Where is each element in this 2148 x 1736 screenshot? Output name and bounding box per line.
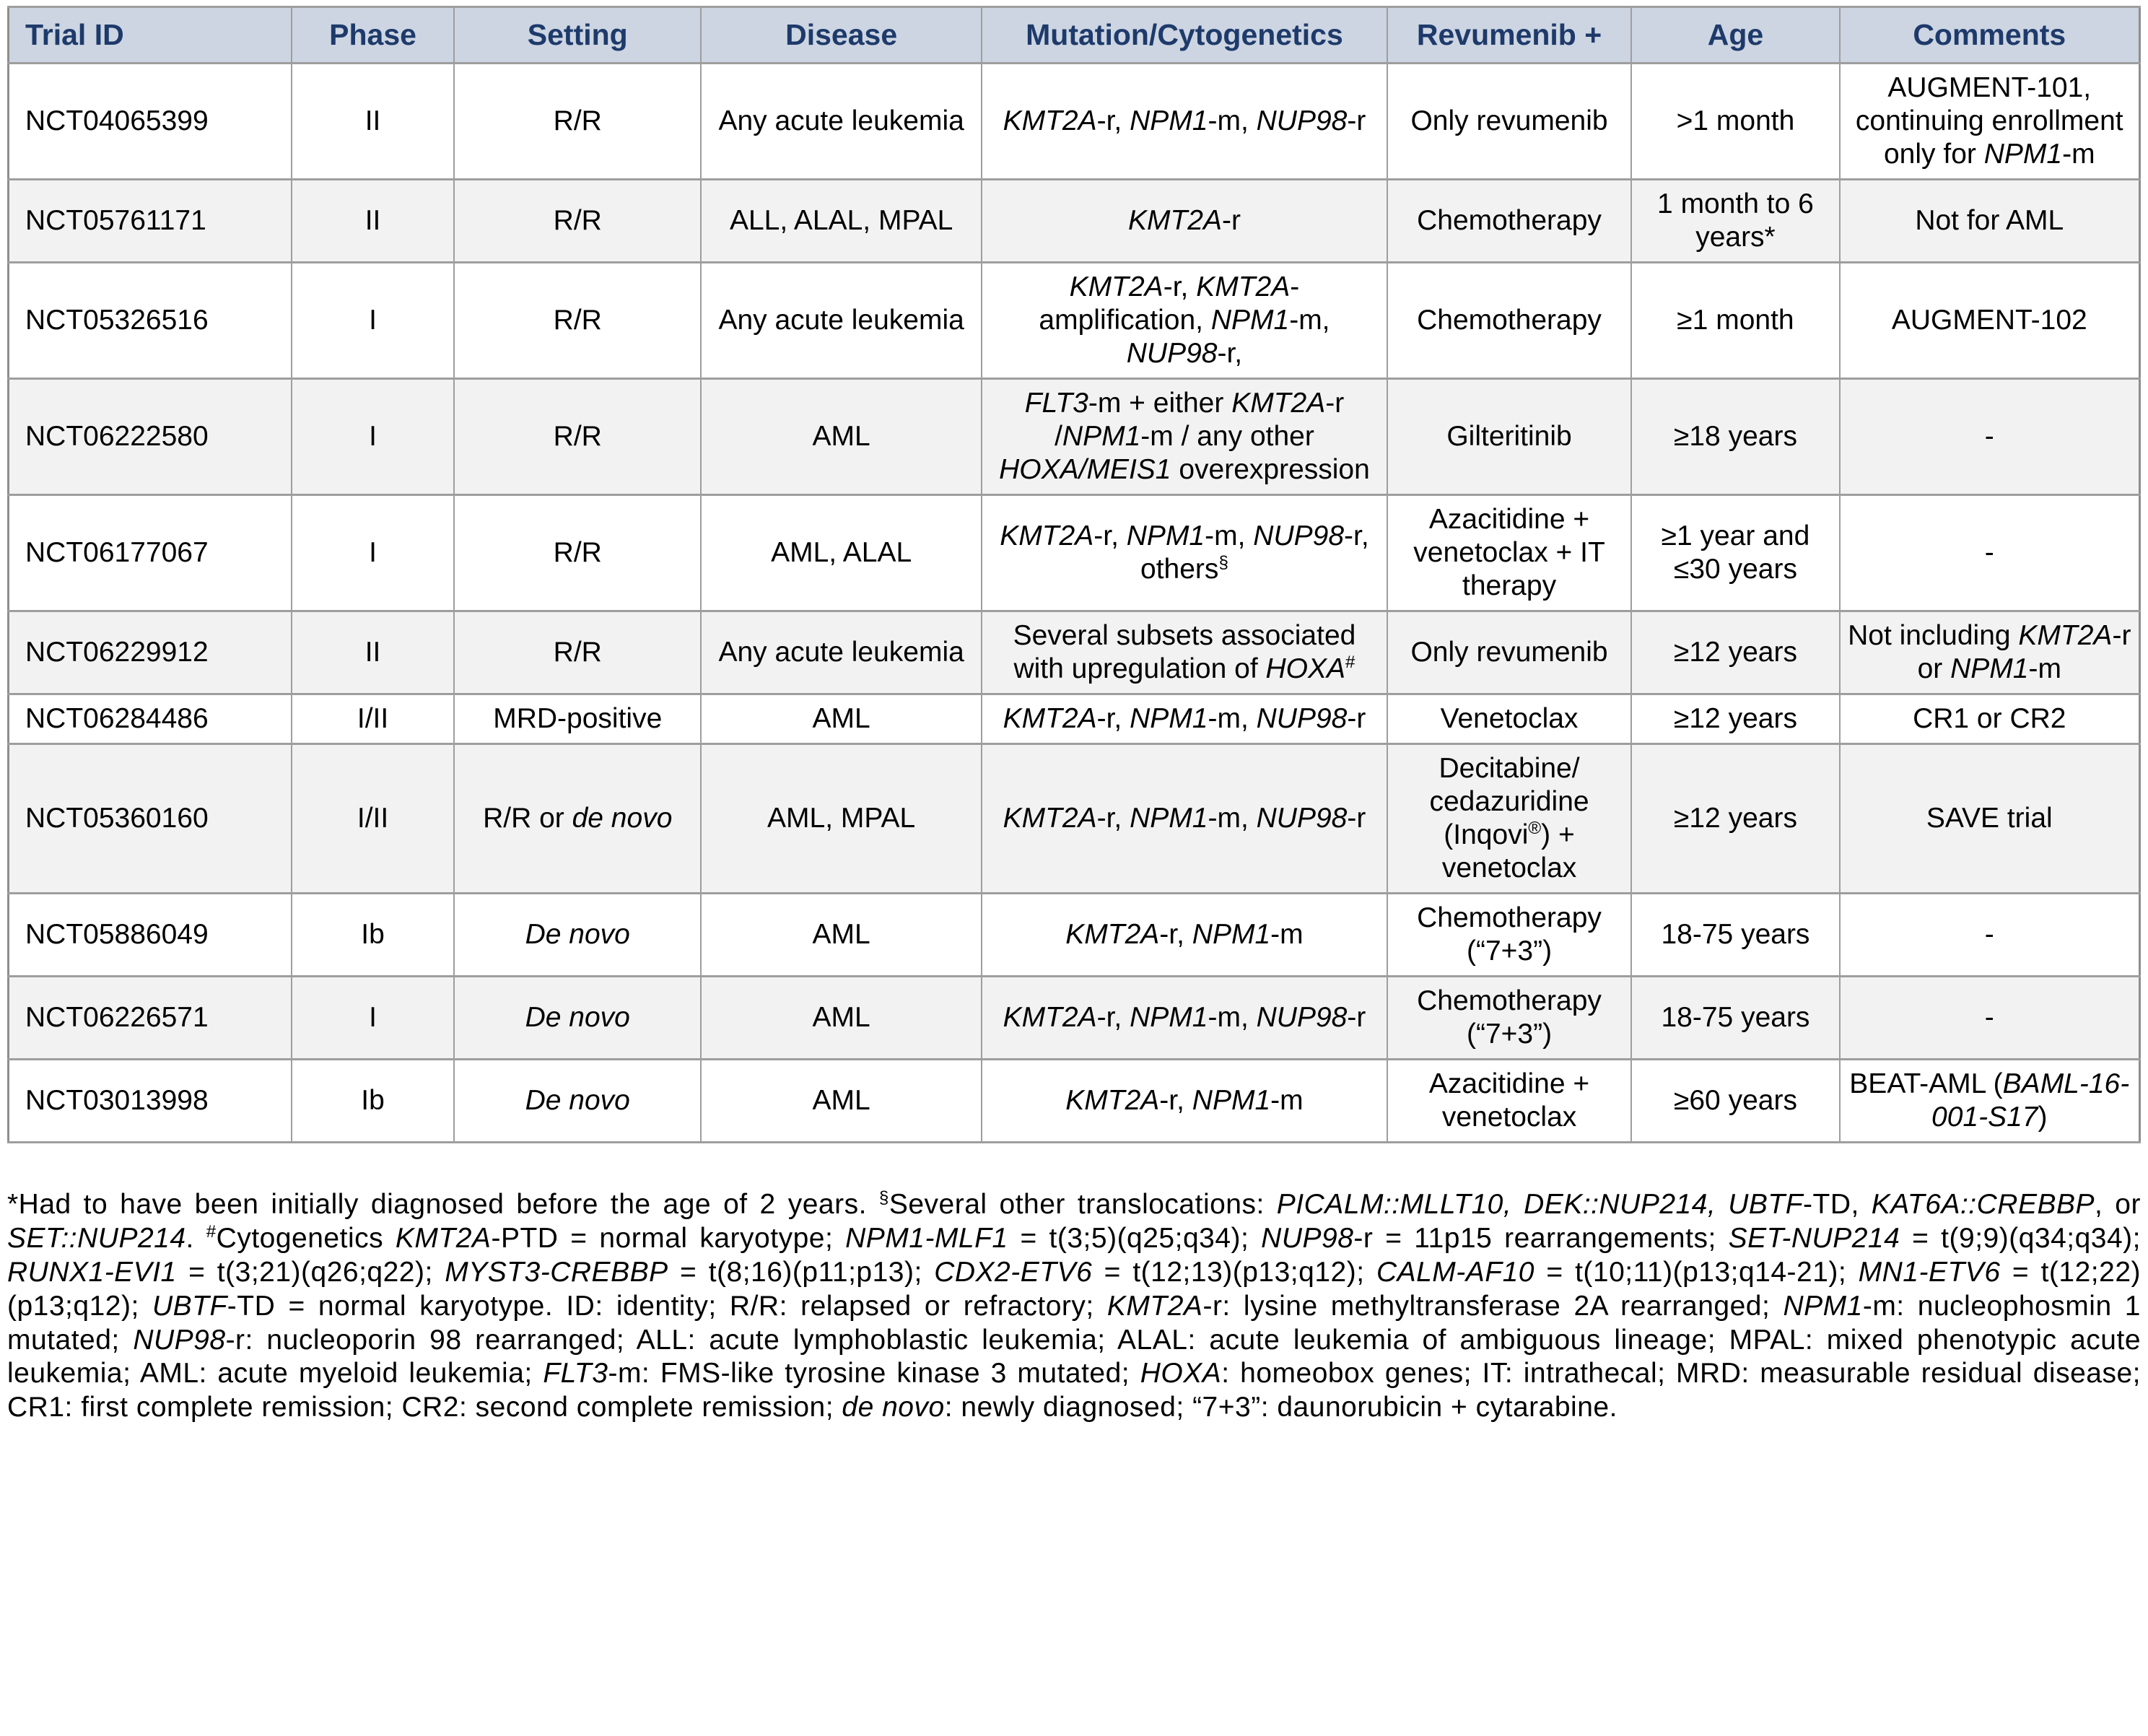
cell-revumenib: Chemotherapy [1387, 180, 1632, 263]
cell-mutation: Several subsets associated with upregulation of HOXA# [982, 611, 1387, 694]
footnote: *Had to have been initially diagnosed before the age of 2 years. §Several other translocations: PICALM::MLLT10, DEK::NUP214, UBTF-TD, KAT6A::CREBBP, or SET::NUP214. #Cytogenetics KMT2A-PTD = normal karyotype; NPM1-MLF1 = t(3;5)(q25;q34); NUP98-r = 11p15 rearrangements; SET-NUP214 = t(9;9)(q34;q34); RUNX1-EVI1 = t(3;21)(q26;q22); MYST3-CREBBP = t(8;16)(p11;p13); CDX2-ETV6 = t(12;13)(p13;q12); CALM-AF10 = t(10;11)(p13;q14-21); MN1-ETV6 = t(12;22)(p13;q12); UBTF-TD = normal karyotype. ID: identity; R/R: relapsed or refractory; KMT2A-r: lysine methyltransferase 2A rearranged; NPM1-m: nucleophosmin 1 mutated; NUP98-r: nucleoporin 98 rearranged; ALL: acute lymphoblastic leukemia; ALAL: acute leukemia of ambiguous lineage; MPAL: mixed phenotypic acute leukemia; AML: acute myeloid leukemia; FLT3-m: FMS-like tyrosine kinase 3 mutated; HOXA: homeobox genes; IT: intrathecal; MRD: measurable residual disease; CR1: first complete remission; CR2: second complete remission; de novo: newly diagnosed; “7+3”: daunorubicin + cytarabine. [7, 1188, 2142, 1423]
cell-age: ≥12 years [1631, 744, 1839, 894]
cell-revumenib: Only revumenib [1387, 64, 1632, 180]
cell-age: ≥12 years [1631, 611, 1839, 694]
cell-age: ≥1 year and ≤30 years [1631, 495, 1839, 611]
cell-setting: De novo [454, 977, 701, 1060]
cell-disease: AML, MPAL [701, 744, 982, 894]
column-header-mutation: Mutation/Cytogenetics [982, 7, 1387, 64]
cell-comments: Not including KMT2A-r or NPM1-m [1840, 611, 2140, 694]
table-header [9, 7, 2140, 64]
table-row [9, 894, 2140, 977]
cell-phase: II [292, 180, 455, 263]
cell-phase: Ib [292, 894, 455, 977]
table-row [9, 694, 2140, 744]
table-row [9, 1060, 2140, 1143]
cell-phase: I [292, 495, 455, 611]
cell-trial-id: NCT05326516 [9, 263, 292, 379]
cell-comments: AUGMENT-101, continuing enrollment only for NPM1-m [1840, 64, 2140, 180]
cell-mutation: KMT2A-r, NPM1-m, NUP98-r [982, 694, 1387, 744]
column-header-trial-id: Trial ID [9, 7, 292, 64]
cell-disease: Any acute leukemia [701, 64, 982, 180]
cell-comments: - [1840, 977, 2140, 1060]
cell-phase: Ib [292, 1060, 455, 1143]
cell-disease: AML [701, 379, 982, 495]
cell-age: 18-75 years [1631, 977, 1839, 1060]
cell-setting: R/R [454, 495, 701, 611]
cell-mutation: KMT2A-r, NPM1-m, NUP98-r [982, 64, 1387, 180]
cell-disease: AML [701, 1060, 982, 1143]
column-header-age: Age [1631, 7, 1839, 64]
cell-disease: AML [701, 977, 982, 1060]
cell-trial-id: NCT05360160 [9, 744, 292, 894]
column-header-comments: Comments [1840, 7, 2140, 64]
cell-disease: AML [701, 694, 982, 744]
cell-setting: R/R or de novo [454, 744, 701, 894]
cell-setting: MRD-positive [454, 694, 701, 744]
cell-disease: Any acute leukemia [701, 611, 982, 694]
cell-age: 18-75 years [1631, 894, 1839, 977]
cell-setting: De novo [454, 1060, 701, 1143]
cell-phase: I [292, 977, 455, 1060]
cell-age: >1 month [1631, 64, 1839, 180]
cell-trial-id: NCT05761171 [9, 180, 292, 263]
cell-revumenib: Chemotherapy (“7+3”) [1387, 977, 1632, 1060]
cell-comments: Not for AML [1840, 180, 2140, 263]
column-header-disease: Disease [701, 7, 982, 64]
cell-comments: CR1 or CR2 [1840, 694, 2140, 744]
cell-comments: - [1840, 495, 2140, 611]
cell-trial-id: NCT05886049 [9, 894, 292, 977]
cell-trial-id: NCT03013998 [9, 1060, 292, 1143]
table-body [9, 64, 2140, 1143]
cell-revumenib: Venetoclax [1387, 694, 1632, 744]
cell-setting: R/R [454, 180, 701, 263]
cell-revumenib: Chemotherapy [1387, 263, 1632, 379]
cell-mutation: KMT2A-r, NPM1-m, NUP98-r, others§ [982, 495, 1387, 611]
cell-mutation: KMT2A-r, KMT2A-amplification, NPM1-m, NUP98-r, [982, 263, 1387, 379]
cell-setting: De novo [454, 894, 701, 977]
cell-trial-id: NCT04065399 [9, 64, 292, 180]
cell-age: ≥60 years [1631, 1060, 1839, 1143]
cell-comments: - [1840, 379, 2140, 495]
cell-revumenib: Azacitidine + venetoclax + IT therapy [1387, 495, 1632, 611]
cell-revumenib: Only revumenib [1387, 611, 1632, 694]
cell-revumenib: Gilteritinib [1387, 379, 1632, 495]
table-row [9, 180, 2140, 263]
table-row [9, 611, 2140, 694]
cell-comments: - [1840, 894, 2140, 977]
cell-trial-id: NCT06229912 [9, 611, 292, 694]
cell-disease: Any acute leukemia [701, 263, 982, 379]
table-row [9, 379, 2140, 495]
cell-setting: R/R [454, 64, 701, 180]
cell-mutation: KMT2A-r, NPM1-m, NUP98-r [982, 977, 1387, 1060]
cell-age: ≥12 years [1631, 694, 1839, 744]
cell-phase: I/II [292, 694, 455, 744]
column-header-revumenib: Revumenib + [1387, 7, 1632, 64]
cell-revumenib: Decitabine/ cedazuridine (Inqovi®) + venetoclax [1387, 744, 1632, 894]
cell-mutation: KMT2A-r, NPM1-m [982, 1060, 1387, 1143]
clinical-trials-table [7, 6, 2141, 1143]
column-header-setting: Setting [454, 7, 701, 64]
cell-age: 1 month to 6 years* [1631, 180, 1839, 263]
cell-mutation: FLT3-m + either KMT2A-r /NPM1-m / any other HOXA/MEIS1 overexpression [982, 379, 1387, 495]
cell-setting: R/R [454, 379, 701, 495]
cell-mutation: KMT2A-r, NPM1-m [982, 894, 1387, 977]
cell-trial-id: NCT06222580 [9, 379, 292, 495]
table-row [9, 64, 2140, 180]
cell-mutation: KMT2A-r [982, 180, 1387, 263]
cell-comments: BEAT-AML (BAML-16-001-S17) [1840, 1060, 2140, 1143]
cell-trial-id: NCT06284486 [9, 694, 292, 744]
cell-age: ≥18 years [1631, 379, 1839, 495]
table-row [9, 744, 2140, 894]
cell-disease: AML [701, 894, 982, 977]
cell-comments: AUGMENT-102 [1840, 263, 2140, 379]
cell-setting: R/R [454, 263, 701, 379]
cell-trial-id: NCT06177067 [9, 495, 292, 611]
cell-disease: AML, ALAL [701, 495, 982, 611]
cell-revumenib: Azacitidine + venetoclax [1387, 1060, 1632, 1143]
cell-phase: II [292, 611, 455, 694]
column-header-phase: Phase [292, 7, 455, 64]
cell-age: ≥1 month [1631, 263, 1839, 379]
cell-comments: SAVE trial [1840, 744, 2140, 894]
table-row [9, 263, 2140, 379]
table-row [9, 495, 2140, 611]
header-row [9, 7, 2140, 64]
cell-disease: ALL, ALAL, MPAL [701, 180, 982, 263]
cell-phase: I/II [292, 744, 455, 894]
table-row [9, 977, 2140, 1060]
cell-setting: R/R [454, 611, 701, 694]
cell-phase: I [292, 263, 455, 379]
cell-mutation: KMT2A-r, NPM1-m, NUP98-r [982, 744, 1387, 894]
cell-phase: I [292, 379, 455, 495]
page [7, 6, 2141, 1425]
cell-trial-id: NCT06226571 [9, 977, 292, 1060]
cell-revumenib: Chemotherapy (“7+3”) [1387, 894, 1632, 977]
cell-phase: II [292, 64, 455, 180]
